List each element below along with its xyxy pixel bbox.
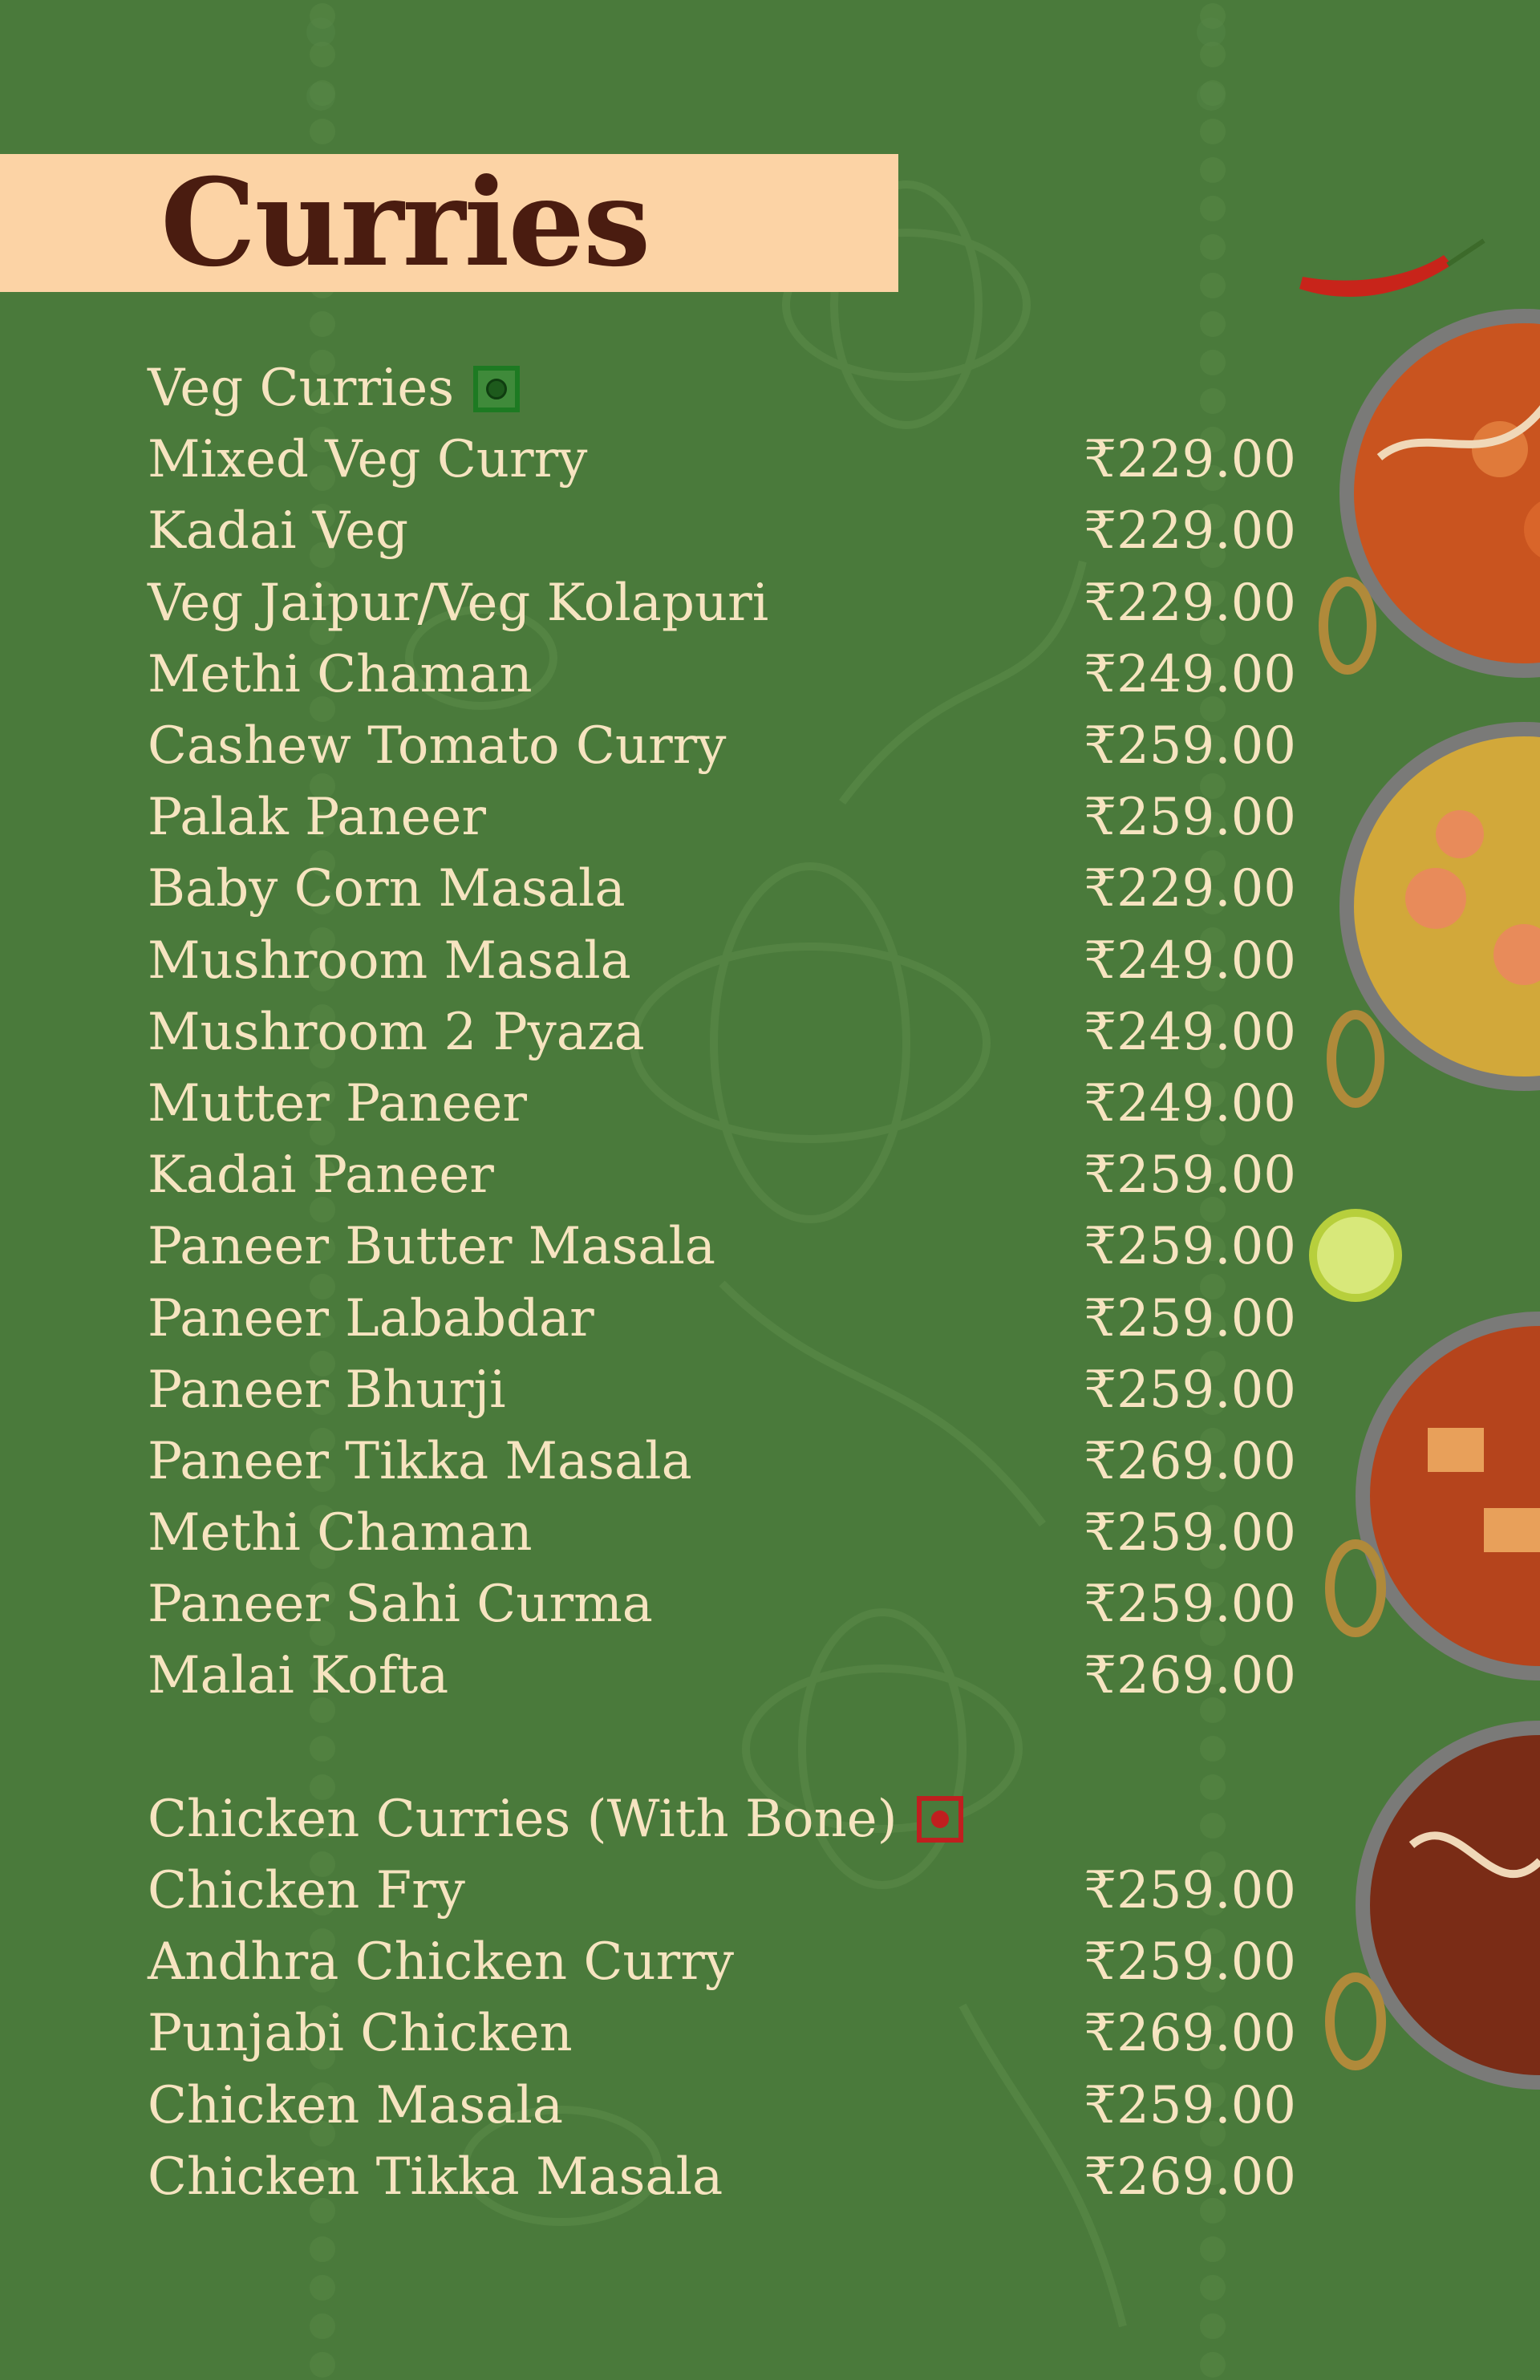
menu-item-name: Malai Kofta (148, 1646, 449, 1706)
menu-item-name: Cashew Tomato Curry (148, 716, 727, 776)
menu-item-price: ₹259.00 (1084, 1932, 1296, 1993)
menu-item (148, 997, 1296, 1068)
menu-item-name: Kadai Paneer (148, 1145, 494, 1206)
food-images-column (1283, 0, 1540, 2166)
menu-item-name: Methi Chaman (148, 1503, 533, 1563)
menu-item-price: ₹259.00 (1084, 1503, 1296, 1563)
menu-item (148, 1640, 1296, 1712)
menu-item-price: ₹259.00 (1084, 2075, 1296, 2135)
menu-item (148, 1569, 1296, 1640)
menu-item (148, 711, 1296, 782)
menu-item-name: Punjabi Chicken (148, 2004, 573, 2064)
section-header-veg (148, 353, 1296, 424)
menu-item-name: Paneer Bhurji (148, 1360, 506, 1420)
chili-icon (1299, 241, 1484, 297)
menu-item-name: Mushroom 2 Pyaza (148, 1002, 645, 1062)
menu-item-price: ₹269.00 (1084, 2004, 1296, 2064)
menu-item-name: Methi Chaman (148, 644, 533, 704)
menu-item-price: ₹249.00 (1084, 1002, 1296, 1062)
menu-item-name: Mutter Paneer (148, 1073, 527, 1133)
menu-item-price: ₹259.00 (1084, 1861, 1296, 1921)
menu-item-name: Paneer Sahi Curma (148, 1575, 653, 1635)
menu-item-price: ₹259.00 (1084, 788, 1296, 848)
menu-item-name: Mixed Veg Curry (148, 430, 588, 490)
menu-item (148, 1140, 1296, 1211)
menu-item-price: ₹249.00 (1084, 931, 1296, 991)
menu-item (148, 1068, 1296, 1140)
menu-item-name: Palak Paneer (148, 788, 486, 848)
lime-icon (1309, 1209, 1402, 1302)
menu-item-price: ₹259.00 (1084, 716, 1296, 776)
veg-mark-icon (473, 366, 520, 412)
menu-item-price: ₹259.00 (1084, 1575, 1296, 1635)
menu-item-name: Veg Jaipur/Veg Kolapuri (148, 573, 769, 633)
curry-bowl-icon (1323, 309, 1540, 678)
menu-item (148, 1498, 1296, 1569)
title-banner (0, 154, 898, 292)
menu-item-price: ₹269.00 (1084, 2147, 1296, 2207)
menu-item-name: Chicken Tikka Masala (148, 2147, 723, 2207)
menu-item-price: ₹249.00 (1084, 644, 1296, 704)
menu-item (148, 1927, 1296, 1998)
menu-item (148, 782, 1296, 853)
menu-item-name: Chicken Fry (148, 1861, 465, 1921)
menu-item (148, 2142, 1296, 2213)
menu-item-price: ₹259.00 (1084, 1360, 1296, 1420)
page-title: Curries (160, 152, 650, 294)
nonveg-mark-icon (917, 1796, 963, 1843)
menu-item-price: ₹229.00 (1084, 859, 1296, 919)
section-title: Veg Curries (148, 359, 455, 419)
menu-item-name: Paneer Butter Masala (148, 1217, 716, 1277)
menu-item-price: ₹229.00 (1084, 573, 1296, 633)
menu-item-name: Chicken Masala (148, 2075, 564, 2135)
menu-item (148, 1855, 1296, 1927)
menu-item (148, 1998, 1296, 2070)
menu-item (148, 1283, 1296, 1354)
menu-item-price: ₹269.00 (1084, 1646, 1296, 1706)
menu-item (148, 2070, 1296, 2142)
menu-item-name: Andhra Chicken Curry (148, 1932, 734, 1993)
menu-item-name: Paneer Tikka Masala (148, 1431, 692, 1491)
menu-item (148, 568, 1296, 639)
paneer-curry-bowl-icon (1330, 1312, 1540, 1681)
menu-item (148, 853, 1296, 925)
menu-item-price: ₹229.00 (1084, 501, 1296, 562)
menu-item-price: ₹229.00 (1084, 430, 1296, 490)
menu-item-price: ₹259.00 (1084, 1288, 1296, 1348)
menu-item (148, 926, 1296, 997)
menu-item-price: ₹259.00 (1084, 1217, 1296, 1277)
menu-item-name: Kadai Veg (148, 501, 409, 562)
menu-item-price: ₹249.00 (1084, 1073, 1296, 1133)
menu-item (148, 424, 1296, 496)
menu-item (148, 639, 1296, 711)
section-title: Chicken Curries (With Bone) (148, 1789, 898, 1849)
menu-item-name: Mushroom Masala (148, 931, 631, 991)
menu-item-name: Baby Corn Masala (148, 859, 626, 919)
menu-item (148, 496, 1296, 567)
menu-item-price: ₹259.00 (1084, 1145, 1296, 1206)
menu-item-price: ₹269.00 (1084, 1431, 1296, 1491)
menu-list (148, 353, 1296, 2213)
chicken-curry-bowl-icon (1330, 1721, 1540, 2090)
menu-item (148, 1355, 1296, 1426)
menu-item-name: Paneer Lababdar (148, 1288, 594, 1348)
menu-item (148, 1211, 1296, 1283)
section-header-chicken (148, 1784, 1296, 1855)
menu-item (148, 1426, 1296, 1498)
prawn-curry-bowl-icon (1331, 722, 1540, 1103)
